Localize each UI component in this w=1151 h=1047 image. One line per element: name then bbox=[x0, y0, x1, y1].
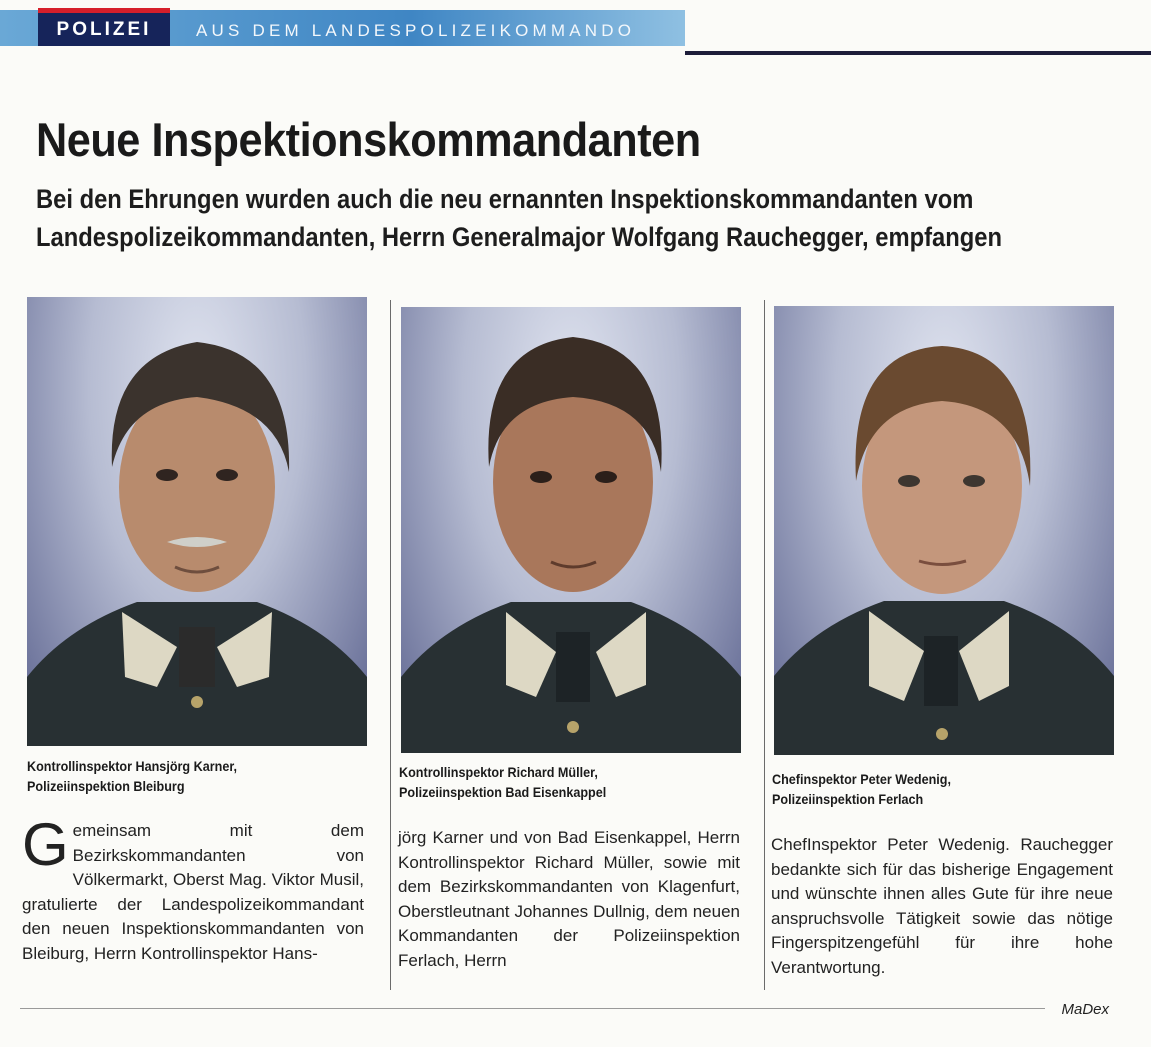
body-column-2: jörg Karner und von Bad Eisenkappel, Herrn Kontrollinspektor Richard Müller, sowie mit dem Bezirkskommandanten von Klagenfurt, Oberstleutnant Johannes Dullnig, dem neuen Kommandanten der Polizeiinspektion Ferlach, Herrn bbox=[398, 828, 740, 970]
section-header bbox=[0, 10, 1151, 50]
header-tag: POLIZEI bbox=[38, 13, 170, 46]
caption-station: Polizeiinspektion Ferlach bbox=[772, 791, 924, 807]
portrait-photo-karner bbox=[27, 297, 367, 746]
header-rule bbox=[685, 51, 1151, 55]
drop-cap: G bbox=[22, 811, 69, 878]
header-section-title: AUS DEM LANDESPOLIZEIKOMMANDO bbox=[196, 21, 636, 40]
photo-caption-karner bbox=[27, 756, 369, 796]
caption-name: Kontrollinspektor Richard Müller, bbox=[399, 764, 598, 780]
caption-station: Polizeiinspektion Bleiburg bbox=[27, 778, 185, 794]
caption-name: Kontrollinspektor Hansjörg Karner, bbox=[27, 758, 238, 774]
author-credit: MaDex bbox=[1061, 1001, 1109, 1018]
column-divider bbox=[390, 300, 391, 990]
article-title: Neue Inspektionskommandanten bbox=[36, 113, 701, 166]
portrait-photo-wedenig bbox=[774, 306, 1114, 755]
portrait-photo-mueller bbox=[401, 307, 741, 753]
column-divider bbox=[764, 300, 765, 990]
body-column-1 bbox=[22, 811, 364, 966]
photo-caption-mueller bbox=[399, 762, 741, 802]
article-lead: Bei den Ehrungen wurden auch die neu ernannten Inspektionskommandanten vom Landespolizeikommandanten, Herrn Generalmajor Wolfgang Rauchegger, empfangen bbox=[36, 184, 1002, 252]
photo-caption-wedenig bbox=[772, 769, 1114, 809]
bottom-rule bbox=[20, 1008, 1045, 1009]
caption-name: Chefinspektor Peter Wedenig, bbox=[772, 771, 952, 787]
caption-station: Polizeiinspektion Bad Eisenkappel bbox=[399, 784, 607, 800]
body-column-3: ChefInspektor Peter Wedenig. Rauchegger bedankte sich für das bisherige Engagement und wünschte ihnen alles Gute für ihre neue anspruchsvolle Tätigkeit sowie das nötige Fingerspitzengefühl für ihre hohe Verantwortung. bbox=[771, 835, 1113, 977]
body-text: emeinsam mit dem Bezirkskommandanten von Völkermarkt, Oberst Mag. Viktor Musil, gratulierte der Landespolizeikommandant den neuen Inspektionskommandanten von Bleiburg, Herrn Kontrollinspektor Hans- bbox=[22, 821, 364, 963]
